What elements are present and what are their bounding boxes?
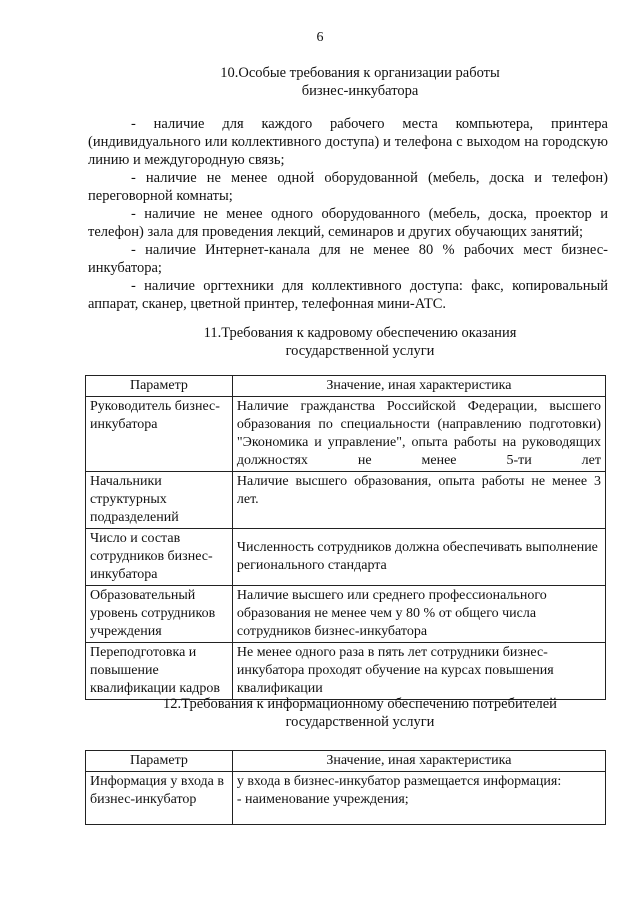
requirement-item: - наличие не менее одной оборудованной (мебель, доска и телефон) переговорной комнаты; [88, 170, 608, 204]
column-header-value: Значение, иная характеристика [232, 751, 605, 772]
section-10-title-line2: бизнес-инкубатора [301, 83, 419, 99]
requirement-item: - наличие не менее одного оборудованного (мебель, доска, проектор и телефон) зала для проведения лекций, семинаров и других обучающих занятий; [88, 206, 608, 240]
requirement-item: - наличие оргтехники для коллективного доступа: факс, копировальный аппарат, сканер, цветной принтер, телефонная мини-АТС. [88, 278, 608, 312]
parameter-cell: Число и состав сотрудников бизнес-инкубатора [86, 529, 233, 586]
staffing-requirements-table [85, 375, 606, 700]
section-10-title-line1: 10.Особые требования к организации работы [220, 65, 500, 81]
value-cell: Наличие высшего или среднего профессионального образования не менее чем у 80 % от общего числа сотрудников бизнес-инкубатора [232, 586, 605, 643]
parameter-cell: Начальники структурных подразделений [86, 472, 233, 529]
value-cell [232, 772, 605, 825]
requirement-item: - наличие для каждого рабочего места компьютера, принтера (индивидуального или коллективного доступа) и телефона с выходом на городскую линию и междугородную связь; [88, 116, 608, 168]
table-row [86, 397, 606, 472]
page-number: 6 [316, 30, 324, 45]
section-11-heading [0, 324, 640, 360]
table-header-row [86, 376, 606, 397]
table-row [86, 529, 606, 586]
value-cell: Наличие высшего образования, опыта работы не менее 3 лет. [232, 472, 605, 529]
table-header-row [86, 751, 606, 772]
value-line: - наименование учреждения; [236, 792, 409, 807]
value-cell: Не менее одного раза в пять лет сотрудники бизнес-инкубатора проходят обучение на курсах повышения квалификации [232, 643, 605, 700]
section-11-title-line2: государственной услуги [285, 343, 435, 359]
parameter-cell: Информация у входа в бизнес-инкубатор [86, 772, 233, 825]
requirement-item: - наличие Интернет-канала для не менее 80 % рабочих мест бизнес-инкубатора; [88, 242, 608, 276]
section-11-title-line1: 11.Требования к кадровому обеспечению оказания [203, 325, 517, 341]
table-row [86, 643, 606, 700]
column-header-value: Значение, иная характеристика [232, 376, 605, 397]
section-12-heading [0, 695, 640, 731]
value-line: у входа в бизнес-инкубатор размещается информация: [236, 774, 562, 789]
parameter-cell: Руководитель бизнес-инкубатора [86, 397, 233, 472]
column-header-parameter: Параметр [86, 751, 233, 772]
value-cell: Наличие гражданства Российской Федерации, высшего образования по специальности (направлению подготовки) "Экономика и управление", опыта работы на руководящих должностях не менее 5-ти лет [232, 397, 605, 472]
section-12-title-line2: государственной услуги [285, 714, 435, 730]
table-row [86, 472, 606, 529]
column-header-parameter: Параметр [86, 376, 233, 397]
table-row [86, 772, 606, 825]
value-cell: Численность сотрудников должна обеспечивать выполнение регионального стандарта [232, 529, 605, 586]
parameter-cell: Переподготовка и повышение квалификации кадров [86, 643, 233, 700]
table-row [86, 586, 606, 643]
information-requirements-table [85, 750, 606, 825]
section-10-heading [0, 64, 640, 100]
parameter-cell: Образовательный уровень сотрудников учреждения [86, 586, 233, 643]
section-10-requirements [88, 115, 608, 313]
section-12-title-line1: 12.Требования к информационному обеспечению потребителей [163, 696, 557, 712]
